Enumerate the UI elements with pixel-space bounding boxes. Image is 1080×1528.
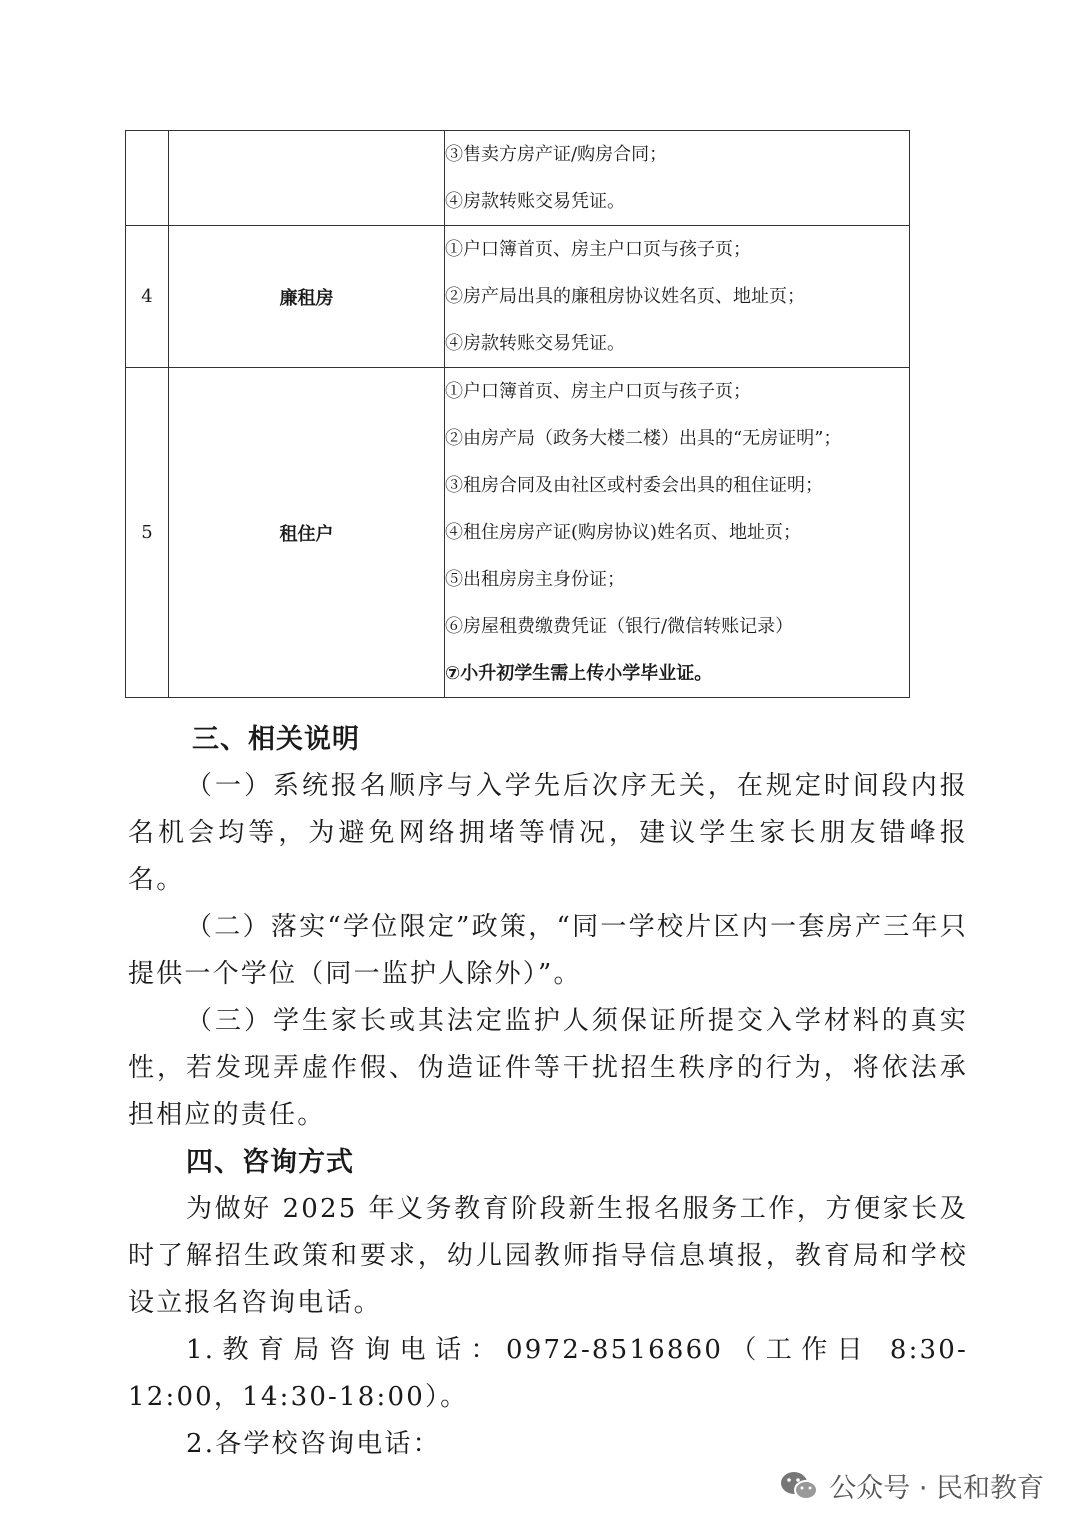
document-item xyxy=(445,603,909,650)
item-text: 租房合同及由社区或村委会出具的租住证明； xyxy=(463,475,823,496)
item-number: ④ xyxy=(445,522,463,543)
footer-text: 公众号 · 民和教育 xyxy=(829,1473,1044,1504)
document-item xyxy=(445,226,909,273)
item-text: 户口簿首页、房主户口页与孩子页； xyxy=(463,381,751,402)
housing-type xyxy=(169,131,445,226)
item-number: ⑦ xyxy=(445,663,461,684)
row-number: 4 xyxy=(126,226,169,368)
wechat-icon xyxy=(779,1469,819,1503)
item-text: 售卖方房产证/购房合同； xyxy=(463,144,668,165)
item-text: 户口簿首页、房主户口页与孩子页； xyxy=(463,239,751,260)
item-number: ① xyxy=(445,239,463,260)
item-number: ④ xyxy=(445,333,463,354)
table-row xyxy=(126,131,910,226)
item-number: ⑥ xyxy=(445,616,463,637)
item-text: 租住房房产证(购房协议)姓名页、地址页； xyxy=(463,522,802,543)
item-number: ② xyxy=(445,286,463,307)
row-number xyxy=(126,131,169,226)
required-documents xyxy=(445,368,910,698)
item-number: ③ xyxy=(445,475,463,496)
document-item xyxy=(445,462,909,509)
row-number: 5 xyxy=(126,368,169,698)
required-documents xyxy=(445,131,910,226)
section3-paragraph-3: （三）学生家长或其法定监护人须保证所提交入学材料的真实性，若发现弄虚作假、伪造证件等干扰招生秩序的行为，将依法承担相应的责任。 xyxy=(128,1006,968,1130)
item-text: 房产局出具的廉租房协议姓名页、地址页； xyxy=(463,286,805,307)
section3-paragraph-2: （二）落实“学位限定”政策，“同一学校片区内一套房产三年只提供一个学位（同一监护人除外）”。 xyxy=(128,912,968,989)
document-item xyxy=(445,368,909,415)
footer-watermark xyxy=(779,1466,1044,1505)
body-text xyxy=(128,716,968,1468)
table-row xyxy=(126,226,910,368)
item-number: ⑤ xyxy=(445,569,463,590)
section4-paragraph-1: 为做好 2025 年义务教育阶段新生报名服务工作，方便家长及时了解招生政策和要求，幼儿园教师指导信息填报，教育局和学校设立报名咨询电话。 xyxy=(128,1194,968,1318)
item-text: 由房产局（政务大楼二楼）出具的“无房证明”； xyxy=(463,428,842,449)
housing-type: 租住户 xyxy=(169,368,445,698)
item-number: ② xyxy=(445,428,463,449)
document-item xyxy=(445,178,909,225)
section4-paragraph-2: 1.教育局咨询电话：0972-8516860（工作日 8:30-12:00，14:30-18:00）。 xyxy=(128,1335,968,1412)
document-item xyxy=(445,273,909,320)
housing-type: 廉租房 xyxy=(169,226,445,368)
table-row xyxy=(126,368,910,698)
section3-paragraph-1: （一）系统报名顺序与入学先后次序无关，在规定时间段内报名机会均等，为避免网络拥堵等情况，建议学生家长朋友错峰报名。 xyxy=(128,771,968,895)
item-text: 房屋租费缴费凭证（银行/微信转账记录） xyxy=(463,616,794,637)
document-item xyxy=(445,131,909,178)
item-number: ④ xyxy=(445,191,463,212)
section4-heading: 四、咨询方式 xyxy=(186,1147,354,1178)
document-item xyxy=(445,320,909,367)
item-text: 房款转账交易凭证。 xyxy=(463,333,625,354)
section3-heading: 三、相关说明 xyxy=(192,724,360,755)
item-number: ③ xyxy=(445,144,463,165)
section4-paragraph-3: 2.各学校咨询电话： xyxy=(186,1429,441,1459)
document-item xyxy=(445,415,909,462)
document-item xyxy=(445,509,909,556)
item-text: 房款转账交易凭证。 xyxy=(463,191,625,212)
item-number: ① xyxy=(445,381,463,402)
item-text: 出租房房主身份证； xyxy=(463,569,625,590)
required-documents xyxy=(445,226,910,368)
document-item xyxy=(445,556,909,603)
item-text: 小升初学生需上传小学毕业证。 xyxy=(460,663,713,684)
requirements-table xyxy=(125,130,910,698)
document-item xyxy=(445,650,909,697)
